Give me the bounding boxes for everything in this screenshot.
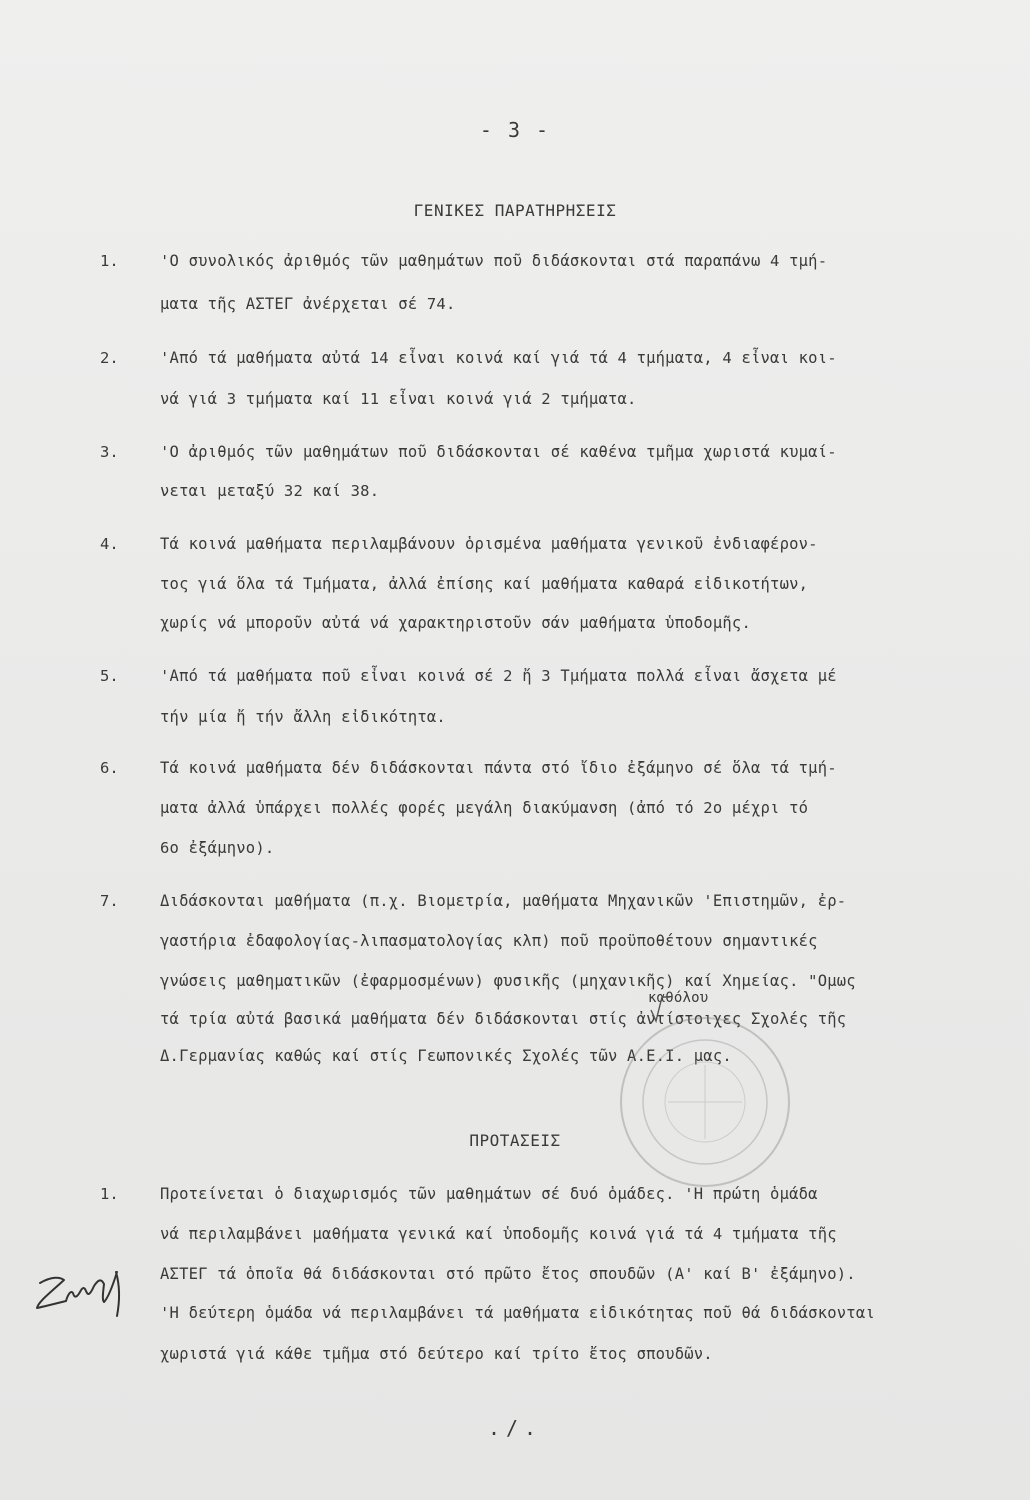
item-number: 4.	[100, 535, 119, 553]
text-line: ΑΣΤΕΓ τά ὁποῖα θά διδάσκονται στό πρῶτο ἔτος σπουδῶν (Α' καί Β' ἐξάμηνο).	[160, 1265, 856, 1283]
text-line: τήν μία ἤ τήν ἄλλη εἰδικότητα.	[160, 708, 446, 726]
text-line: ματα ἀλλά ὑπάρχει πολλές φορές μεγάλη διακύμανση (ἀπό τό 2ο μέχρι τό	[160, 799, 809, 817]
text-line: νά γιά 3 τμήματα καί 11 εἶναι κοινά γιά 2 τμήματα.	[160, 390, 637, 408]
text-line: τος γιά ὅλα τά Τμήματα, ἀλλά ἐπίσης καί μαθήματα καθαρά εἰδικοτήτων,	[160, 575, 809, 593]
item-number: 1.	[100, 252, 119, 270]
page-number: - 3 -	[479, 118, 551, 142]
text-line: χωριστά γιά κάθε τμῆμα στό δεύτερο καί τρίτο ἔτος σπουδῶν.	[160, 1345, 713, 1363]
item-number: 6.	[100, 759, 119, 777]
section-heading-proposals: ΠΡΟΤΑΣΕΙΣ	[469, 1131, 561, 1150]
item-number: 5.	[100, 667, 119, 685]
text-line: 'Από τά μαθήματα ποῦ εἶναι κοινά σέ 2 ἤ 3 Τμήματα πολλά εἶναι ἄσχετα μέ	[160, 667, 837, 685]
text-line: 'Από τά μαθήματα αὐτά 14 εἶναι κοινά καί γιά τά 4 τμήματα, 4 εἶναι κοι-	[160, 349, 837, 367]
item-number: 7.	[100, 892, 119, 910]
section-heading-general-remarks: ΓΕΝΙΚΕΣ ΠΑΡΑΤΗΡΗΣΕΙΣ	[413, 201, 617, 220]
text-line: γνώσεις μαθηματικῶν (ἐφαρμοσμένων) φυσικῆς (μηχανικῆς) καί Χημείας. "Ομως	[160, 972, 856, 990]
text-line: 6ο ἐξάμηνο).	[160, 839, 275, 857]
text-line: γαστήρια ἐδαφολογίας-λιπασματολογίας κλπ) ποῦ προϋποθέτουν σημαντικές	[160, 932, 818, 950]
official-stamp	[618, 1015, 793, 1190]
text-line: νά περιλαμβάνει μαθήματα γενικά καί ὑποδομῆς κοινά γιά τά 4 τμήματα τῆς	[160, 1225, 837, 1243]
item-number: 2.	[100, 349, 119, 367]
text-line: Προτείνεται ὁ διαχωρισμός τῶν μαθημάτων σέ δυό ὁμάδες. 'Η πρώτη ὁμάδα	[160, 1185, 818, 1203]
text-line: τά τρία αὐτά βασικά μαθήματα δέν διδάσκονται στίς ἀντίστοιχες Σχολές τῆς	[160, 1010, 847, 1028]
text-line: Διδάσκονται μαθήματα (π.χ. Βιομετρία, μαθήματα Μηχανικῶν 'Επιστημῶν, ἐρ-	[160, 892, 847, 910]
text-line: χωρίς νά μποροῦν αὐτά νά χαρακτηριστοῦν σάν μαθήματα ὑποδομῆς.	[160, 614, 751, 632]
text-line: ματα τῆς ΑΣΤΕΓ ἀνέρχεται σέ 74.	[160, 295, 456, 313]
text-line: 'Ο συνολικός ἀριθμός τῶν μαθημάτων ποῦ διδάσκονται στά παραπάνω 4 τμή-	[160, 252, 828, 270]
continuation-mark: ./.	[487, 1416, 543, 1440]
text-line: νεται μεταξύ 32 καί 38.	[160, 482, 380, 500]
text-line: Τά κοινά μαθήματα δέν διδάσκονται πάντα στό ἴδιο ἐξάμηνο σέ ὅλα τά τμή-	[160, 759, 837, 777]
text-line: Δ.Γερμανίας καθώς καί στίς Γεωπονικές Σχολές τῶν Α.Ε.Ι. μας.	[160, 1047, 732, 1065]
text-line: Τά κοινά μαθήματα περιλαμβάνουν ὁρισμένα μαθήματα γενικοῦ ἐνδιαφέρον-	[160, 535, 818, 553]
item-number: 3.	[100, 443, 119, 461]
text-line: 'Ο ἀριθμός τῶν μαθημάτων ποῦ διδάσκονται σέ καθένα τμῆμα χωριστά κυμαί-	[160, 443, 837, 461]
handwritten-insertion: καθόλου	[648, 990, 709, 1006]
text-line: 'Η δεύτερη ὁμάδα νά περιλαμβάνει τά μαθήματα εἰδικότητας ποῦ θά διδάσκονται	[160, 1304, 875, 1322]
item-number: 1.	[100, 1185, 119, 1203]
handwritten-signature	[28, 1250, 138, 1330]
